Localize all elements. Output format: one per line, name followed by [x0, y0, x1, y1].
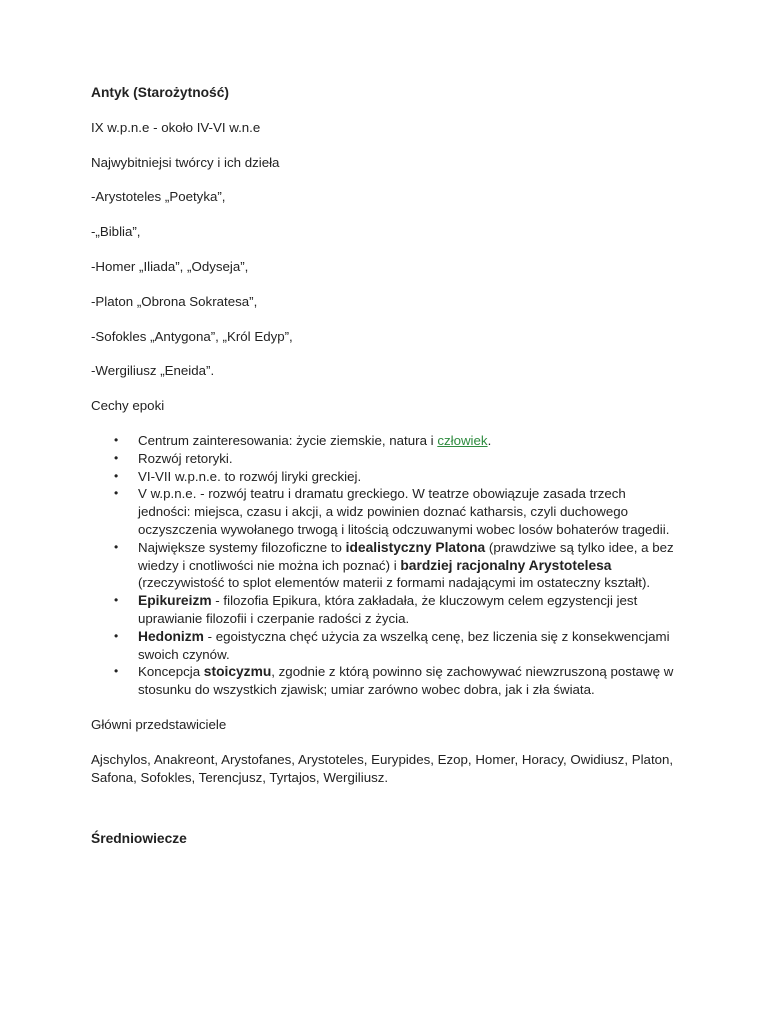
creator-item: -Arystoteles „Poetyka”, — [91, 189, 226, 205]
section-title-antyk: Antyk (Starożytność) — [91, 85, 229, 100]
list-item: • VI-VII w.p.n.e. to rozwój liryki greckiej. — [114, 468, 362, 484]
list-item: • Epikureizm - filozofia Epikura, która zakładała, że kluczowym celem egzystencji jest uprawianie filozofii i czerpanie radości z życia. — [114, 593, 638, 626]
czlowiek-link[interactable]: człowiek — [437, 432, 488, 448]
list-item: • Rozwój retoryki. — [114, 450, 233, 466]
section-title-sredniowiecze: Średniowiecze — [91, 831, 187, 847]
list-item: • Centrum zainteresowania: życie ziemskie, natura i człowiek. — [114, 432, 492, 448]
list-item: • Największe systemy filozoficzne to idealistyczny Platona (prawdziwe są tylko idee, a bez wiedzy i cnotliwości nie można ich poznać) i bardziej racjonalny Arystotelesa (rzeczywistość to splot elementów materii z formami nadającymi im ostateczny kształt). — [114, 539, 674, 591]
bullet-icon: • — [114, 593, 119, 608]
creator-item: -Homer „Iliada”, „Odyseja”, — [91, 258, 249, 274]
representatives-text: Ajschylos, Anakreont, Arystofanes, Arystoteles, Eurypides, Ezop, Homer, Horacy, Owidiusz, Platon, Safona, Sofokles, Terencjusz, Tyrtajos, Wergiliusz. — [91, 751, 674, 785]
bullet-icon: • — [114, 539, 119, 554]
bullet-icon: • — [114, 468, 119, 483]
list-item: • Hedonizm - egoistyczna chęć użycia za wszelką cenę, bez liczenia się z konsekwencjami swoich czynów. — [114, 628, 670, 662]
bullet-icon: • — [114, 450, 119, 465]
bullet-icon: • — [114, 432, 119, 447]
creator-item: -„Biblia”, — [91, 224, 141, 240]
creators-heading: Najwybitniejsi twórcy i ich dzieła — [91, 154, 280, 170]
list-item: • V w.p.n.e. - rozwój teatru i dramatu greckiego. W teatrze obowiązuje zasada trzech jedności: miejsca, czasu i akcji, a widz powinien doznać katharsis, czyli duchowego oczyszczenia wywołanego trwogą i litością odczuwanymi wobec losów bohaterów tragedii. — [114, 486, 670, 537]
period-text: IX w.p.n.e - około IV-VI w.n.e — [91, 119, 261, 135]
list-item: • Koncepcja stoicyzmu, zgodnie z którą powinno się zachowywać niewzruszoną postawę w stosunku do wszystkich zjawisk; umiar zarówno wobec dobra, jak i zła świata. — [114, 664, 674, 698]
representatives-heading: Główni przedstawiciele — [91, 716, 227, 732]
bullet-icon: • — [114, 486, 119, 501]
creator-item: -Sofokles „Antygona”, „Król Edyp”, — [91, 328, 293, 344]
bullet-icon: • — [114, 664, 119, 679]
creator-item: -Platon „Obrona Sokratesa”, — [91, 293, 258, 309]
creator-item: -Wergiliusz „Eneida”. — [91, 363, 215, 379]
features-list — [91, 432, 681, 699]
features-heading: Cechy epoki — [91, 398, 165, 414]
bullet-icon: • — [114, 628, 119, 643]
document-page — [91, 84, 681, 848]
